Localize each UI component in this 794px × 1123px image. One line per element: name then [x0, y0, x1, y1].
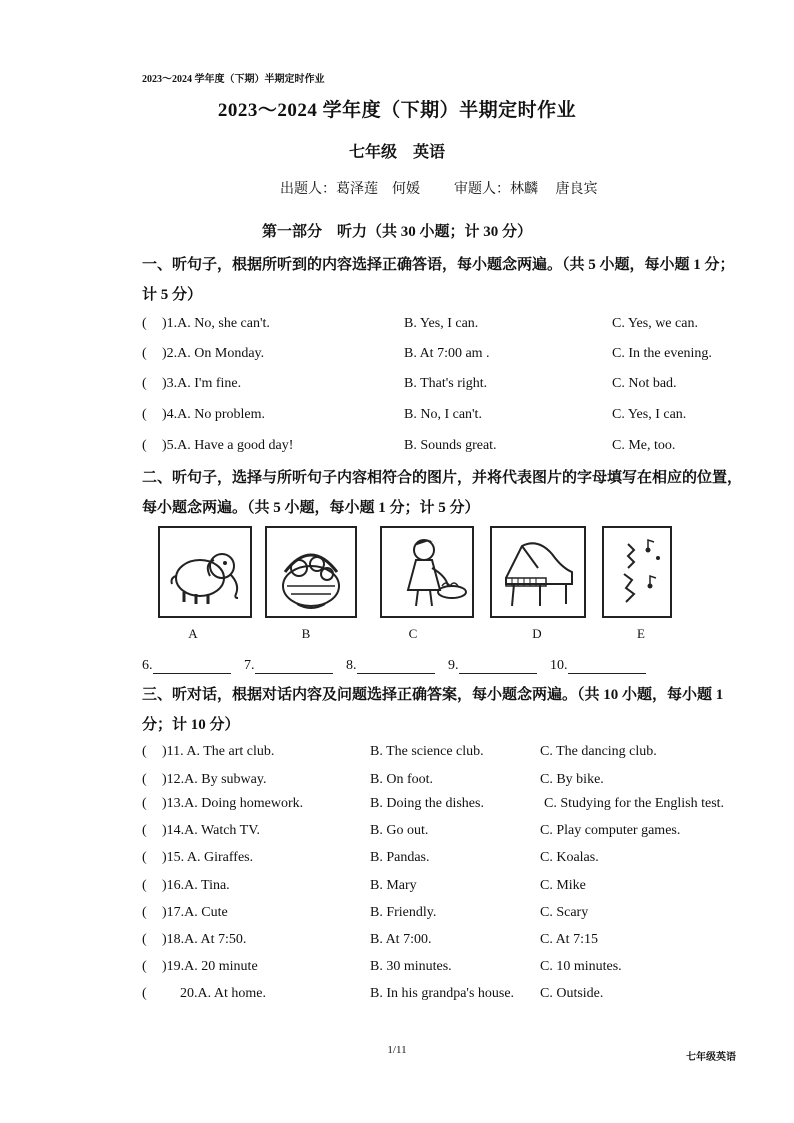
question-row [142, 772, 762, 794]
option-b: B. 30 minutes. [370, 959, 452, 974]
option-b: B. At 7:00. [370, 932, 432, 947]
option-a: )16.A. Tina. [162, 878, 230, 893]
answer-blank[interactable] [255, 659, 333, 674]
option-c: C. Yes, I can. [612, 407, 687, 422]
picture-b [265, 526, 357, 618]
option-a: )3.A. I'm fine. [162, 376, 242, 391]
page-title: 2023～2024 学年度（下期）半期定时作业 [217, 100, 577, 121]
answer-blank[interactable] [568, 659, 646, 674]
section3-heading: 三、听对话，根据对话内容及问题选择正确答案，每小题念两遍。（共 10 小题，每小题 1 分；计 10 分） [142, 687, 724, 733]
question-row [142, 878, 762, 900]
question-row [142, 744, 762, 766]
picture-label-b: B [301, 626, 311, 641]
option-c: C. Studying for the English test. [544, 796, 725, 811]
option-b: B. No, I can't. [404, 407, 482, 422]
answer-bracket[interactable]: ( [142, 823, 147, 838]
section1-heading: 一、听句子，根据所听到的内容选择正确答语，每小题念两遍。（共 5 小题，每小题 1 分；计 5 分） [142, 257, 735, 303]
option-c: C. Play computer games. [540, 823, 681, 838]
option-b: B. Sounds great. [404, 438, 497, 453]
option-b: B. At 7:00 am . [404, 346, 490, 361]
fruit-basket-icon [267, 528, 355, 616]
footer-subject: 七年级英语 [686, 1052, 736, 1063]
answer-bracket[interactable]: ( [142, 932, 147, 947]
question-row [142, 438, 762, 460]
question-row [142, 850, 762, 872]
answer-bracket[interactable]: ( [142, 346, 147, 361]
part1-title: 第一部分 听力（共 30 小题；计 30 分） [261, 224, 532, 240]
authors-line [280, 178, 608, 198]
picture-label-a: A [188, 626, 198, 641]
page-number: 1/11 [387, 1044, 407, 1056]
picture-e [602, 526, 672, 618]
option-c: C. Scary [540, 905, 589, 920]
question-row [142, 823, 762, 845]
answer-bracket[interactable]: ( [142, 376, 147, 391]
option-c: C. Me, too. [612, 438, 676, 453]
option-b: B. The science club. [370, 744, 484, 759]
question-row [142, 905, 762, 927]
option-b: B. On foot. [370, 772, 433, 787]
answer-bracket[interactable]: ( [142, 316, 147, 331]
option-b: B. Doing the dishes. [370, 796, 484, 811]
option-b: B. Go out. [370, 823, 429, 838]
page-subtitle: 七年级 英语 [348, 144, 445, 161]
reviewer-names: 林麟 唐良宾 [510, 182, 598, 197]
answer-bracket[interactable]: ( [142, 407, 147, 422]
blank-number: 6. [142, 658, 153, 673]
piano-icon [492, 528, 584, 616]
option-b: B. Friendly. [370, 905, 437, 920]
blank-number: 7. [244, 658, 255, 673]
question-row [142, 796, 762, 818]
option-b: B. Mary [370, 878, 417, 893]
picture-a [158, 526, 252, 618]
music-notes-icon [604, 528, 670, 616]
blank-number: 8. [346, 658, 357, 673]
option-a: )19.A. 20 minute [162, 959, 258, 974]
answer-bracket[interactable]: ( [142, 959, 147, 974]
option-a: )17.A. Cute [162, 905, 228, 920]
option-c: C. By bike. [540, 772, 604, 787]
answer-blank[interactable] [153, 659, 231, 674]
option-a: )15. A. Giraffes. [162, 850, 254, 865]
option-c: C. Not bad. [612, 376, 677, 391]
option-c: C. Koalas. [540, 850, 599, 865]
question-row [142, 986, 762, 1008]
answer-bracket[interactable]: ( [142, 850, 147, 865]
picture-label-c: C [408, 626, 418, 641]
option-a: )2.A. On Monday. [162, 346, 265, 361]
question-row [142, 932, 762, 954]
option-a: )1.A. No, she can't. [162, 316, 270, 331]
picture-label-d: D [532, 626, 542, 641]
option-c: C. At 7:15 [540, 932, 598, 947]
option-a: )5.A. Have a good day! [162, 438, 294, 453]
option-a: )18.A. At 7:50. [162, 932, 247, 947]
option-c: C. The dancing club. [540, 744, 657, 759]
question-row [142, 346, 762, 368]
answer-bracket[interactable]: ( [142, 986, 147, 1001]
elephant-icon [160, 528, 250, 616]
answer-bracket[interactable]: ( [142, 796, 147, 811]
question-row [142, 407, 762, 429]
option-a: )13.A. Doing homework. [162, 796, 304, 811]
answer-bracket[interactable]: ( [142, 878, 147, 893]
answer-blank[interactable] [357, 659, 435, 674]
option-c: C. In the evening. [612, 346, 712, 361]
answer-blank[interactable] [459, 659, 537, 674]
option-a: 20.A. At home. [180, 986, 266, 1001]
option-b: B. That's right. [404, 376, 488, 391]
answer-bracket[interactable]: ( [142, 744, 147, 759]
question-row [142, 316, 762, 338]
setter-names: 葛泽莲 何媛 [336, 182, 420, 197]
blank-number: 10. [550, 658, 568, 673]
answer-blanks [142, 658, 656, 674]
answer-bracket[interactable]: ( [142, 772, 147, 787]
option-b: B. Pandas. [370, 850, 430, 865]
option-c: C. Yes, we can. [612, 316, 698, 331]
girl-washing-icon [382, 528, 472, 616]
picture-label-e: E [637, 626, 645, 641]
option-c: C. Outside. [540, 986, 604, 1001]
running-header: 2023～2024 学年度（下期）半期定时作业 [142, 74, 325, 85]
answer-bracket[interactable]: ( [142, 905, 147, 920]
setter-label: 出题人： [280, 182, 336, 197]
option-b: B. Yes, I can. [404, 316, 479, 331]
section2-heading: 二、听句子，选择与所听句子内容相符合的图片，并将代表图片的字母填写在相应的位置，每小题念两遍。（共 5 小题，每小题 1 分；计 5 分） [142, 470, 743, 516]
option-a: )4.A. No problem. [162, 407, 266, 422]
option-a: )14.A. Watch TV. [162, 823, 261, 838]
option-c: C. Mike [540, 878, 586, 893]
option-b: B. In his grandpa's house. [370, 986, 515, 1001]
reviewer-label: 审题人： [454, 182, 510, 197]
question-row [142, 376, 762, 398]
picture-c [380, 526, 474, 618]
blank-number: 9. [448, 658, 459, 673]
option-a: )12.A. By subway. [162, 772, 267, 787]
question-row [142, 959, 762, 981]
picture-d [490, 526, 586, 618]
option-a: )11. A. The art club. [162, 744, 275, 759]
option-c: C. 10 minutes. [540, 959, 622, 974]
answer-bracket[interactable]: ( [142, 438, 147, 453]
